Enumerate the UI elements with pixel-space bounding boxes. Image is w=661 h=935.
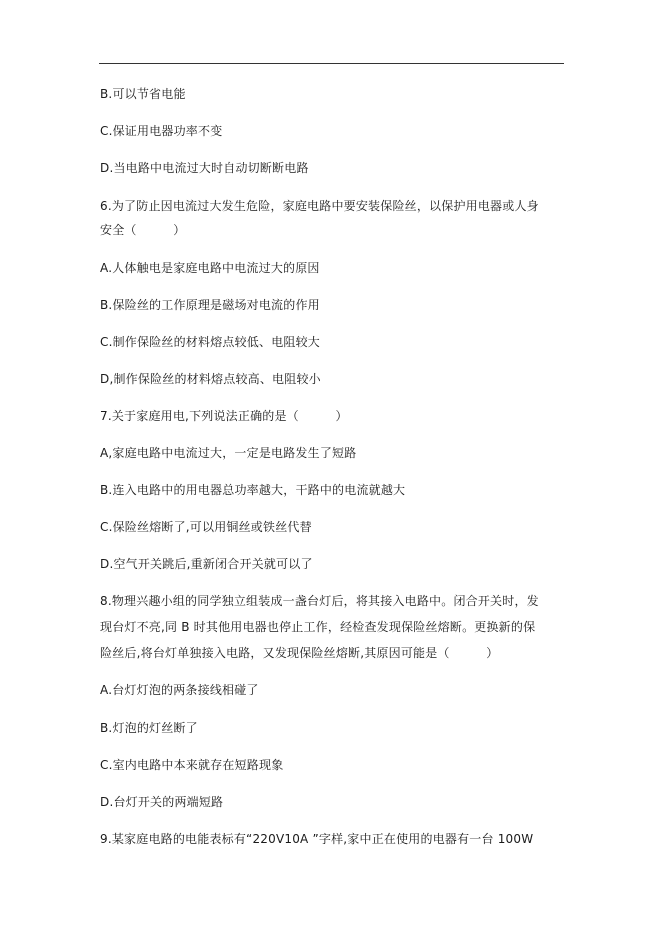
option-8b: B.灯泡的灯丝断了 <box>100 721 198 735</box>
header-rule <box>99 63 564 64</box>
option-7d: D.空气开关跳后,重新闭合开关就可以了 <box>100 557 313 571</box>
option-6b: B.保险丝的工作原理是磁场对电流的作用 <box>100 298 320 312</box>
question-9-line-1: 9.某家庭电路的电能表标有“220V10A ”字样,家中正在使用的电器有一台 100W <box>100 832 534 846</box>
option-7c: C.保险丝熔断了,可以用铜丝或铁丝代替 <box>100 520 312 534</box>
option-8d: D.台灯开关的两端短路 <box>100 795 224 809</box>
option-6c: C.制作保险丝的材料熔点较低、电阻较大 <box>100 335 320 349</box>
question-6-line-2: 安全（ ） <box>100 223 186 237</box>
option-7a: A,家庭电路中电流过大，一定是电路发生了短路 <box>100 446 357 460</box>
option-5c: C.保证用电器功率不变 <box>100 124 223 138</box>
option-5d: D.当电路中电流过大时自动切断断电路 <box>100 161 309 175</box>
option-8a: A.台灯灯泡的两条接线相碰了 <box>100 683 259 697</box>
question-7: 7.关于家庭用电,下列说法正确的是（ ） <box>100 409 348 423</box>
question-8-line-1: 8.物理兴趣小组的同学独立组装成一盏台灯后，将其接入电路中。闭合开关时，发 <box>100 594 539 608</box>
option-6d: D,制作保险丝的材料熔点较高、电阻较小 <box>100 372 321 386</box>
question-8-line-3: 险丝后,将台灯单独接入电路，又发现保险丝熔断,其原因可能是（ ） <box>100 646 499 660</box>
question-6-line-1: 6.为了防止因电流过大发生危险，家庭电路中要安装保险丝，以保护用电器或人身 <box>100 199 539 213</box>
option-5b: B.可以节省电能 <box>100 87 186 101</box>
option-6a: A.人体触电是家庭电路中电流过大的原因 <box>100 261 320 275</box>
option-8c: C.室内电路中本来就存在短路现象 <box>100 758 284 772</box>
option-7b: B.连入电路中的用电器总功率越大，干路中的电流就越大 <box>100 483 406 497</box>
question-8-line-2: 现台灯不亮,同 B 时其他用电器也停止工作，经检查发现保险丝熔断。更换新的保 <box>100 620 536 634</box>
